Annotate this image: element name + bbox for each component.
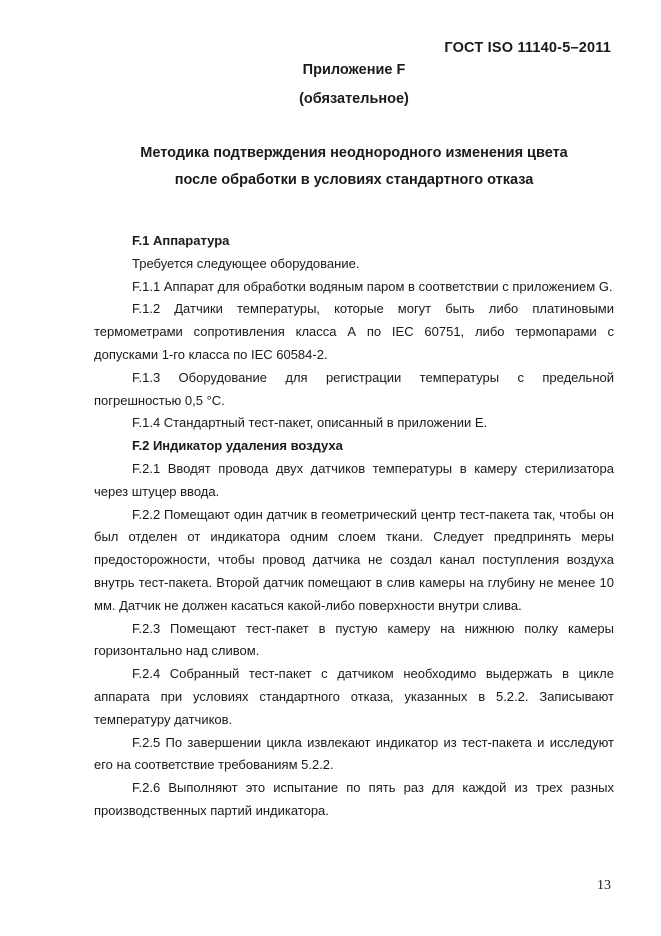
paragraph-f2-6: F.2.6 Выполняют это испытание по пять раз для каждой из трех разных производственных партий индикатора. <box>94 780 614 818</box>
appendix-status: (обязательное) <box>299 91 409 107</box>
method-title-line2: после обработки в условиях стандартного отказа <box>174 172 534 188</box>
paragraph-f1-intro: Требуется следующее оборудование. <box>132 255 360 271</box>
paragraph-f2-5: F.2.5 По завершении цикла извлекают индикатор из тест-пакета и исследуют его на соответствие требованиям 5.2.2. <box>94 734 614 773</box>
standard-header: ГОСТ ISO 11140-5–2011 <box>444 40 611 56</box>
paragraph-f2-1: F.2.1 Вводят провода двух датчиков температуры в камеру стерилизатора через штуцер ввода. <box>94 460 614 499</box>
method-title-line1: Методика подтверждения неоднородного изменения цвета <box>140 145 568 161</box>
paragraph-f2-3: F.2.3 Помещают тест-пакет в пустую камеру на нижнюю полку камеры горизонтально над сливом. <box>94 620 614 659</box>
section-heading-f1: F.1 Аппаратура <box>132 233 230 248</box>
page-number: 13 <box>597 878 611 893</box>
section-heading-f2: F.2 Индикатор удаления воздуха <box>132 438 343 454</box>
paragraph-f1-1: F.1.1 Аппарат для обработки водяным паром в соответствии с приложением G. <box>132 278 613 294</box>
appendix-title: Приложение F <box>302 62 406 78</box>
paragraph-f2-4: F.2.4 Собранный тест-пакет с датчиком необходимо выдержать в цикле аппарата при условиях стандартного отказа, указанных в 5.2.2. Записывают температуру датчиков. <box>94 666 614 727</box>
paragraph-f1-2: F.1.2 Датчики температуры, которые могут быть либо платиновыми термометрами сопротивления класса А по IEC 60751, либо термопарами с допусками 1-го класса по IEC 60584-2. <box>94 301 614 362</box>
paragraph-f2-2: F.2.2 Помещают один датчик в геометрический центр тест-пакета так, чтобы он был отделен от индикатора одним слоем ткани. Следует предпринять меры предосторожности, чтобы провод датчика не создал канал поступления воздуха внутрь тест-пакета. Второй датчик помещают в слив камеры на глубину не менее 10 мм. Датчик не должен касаться какой-либо поверхности внутри слива. <box>94 506 614 613</box>
paragraph-f1-3: F.1.3 Оборудование для регистрации температуры с предельной погрешностью 0,5 °С. <box>94 369 614 408</box>
document-body <box>94 230 614 823</box>
paragraph-f1-4: F.1.4 Стандартный тест-пакет, описанный в приложении Е. <box>132 415 488 431</box>
